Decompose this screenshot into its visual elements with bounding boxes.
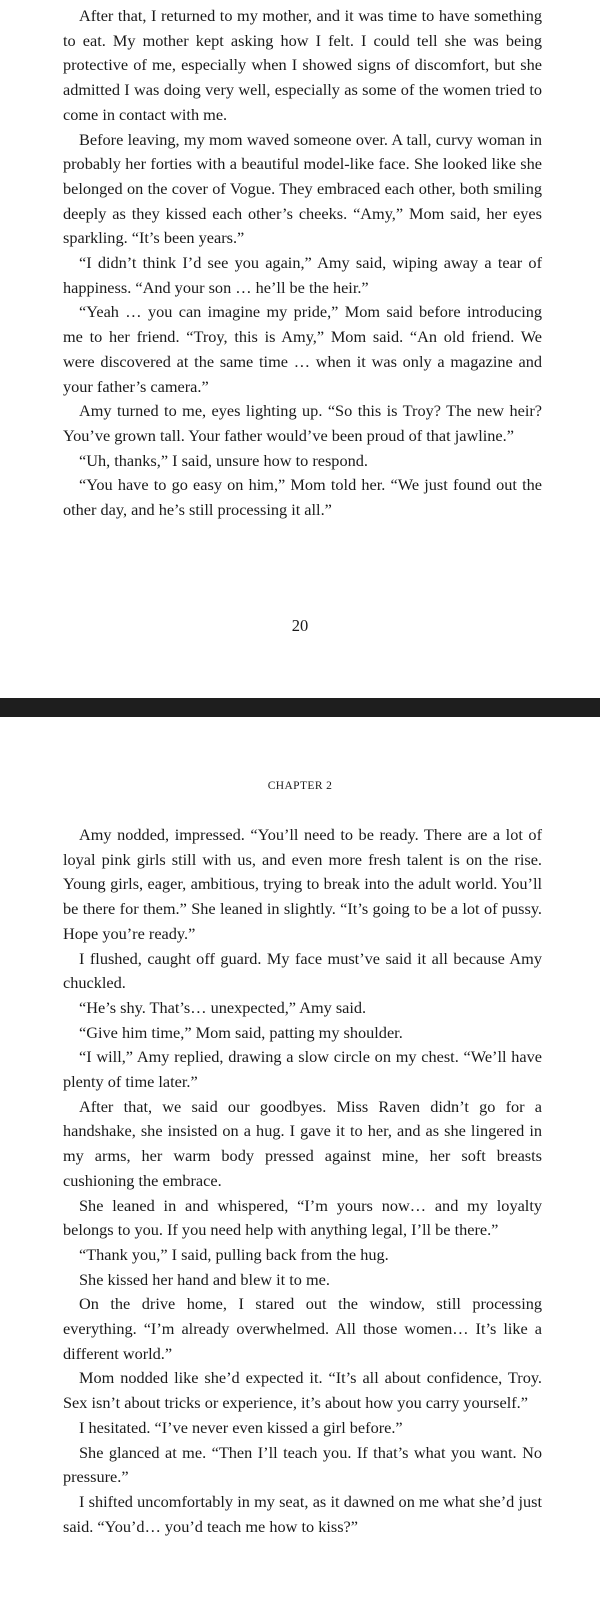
paragraph: “Give him time,” Mom said, patting my shoulder. (79, 1022, 403, 1042)
paragraph: “Yeah … you can imagine my pride,” Mom said before introducing me to her friend. “Troy, this is Amy,” Mom said. “An old friend. We were discovered at the same time … when it was only a magazine and your father’s camera.” (63, 302, 542, 396)
paragraph: I flushed, caught off guard. My face must’ve said it all because Amy chuckled. (63, 948, 542, 993)
paragraph: Amy nodded, impressed. “You’ll need to be ready. There are a lot of loyal pink girls still with us, and even more fresh talent is on the rise. Young girls, eager, ambitious, trying to break into the adult world. You’ll be there for them.” She leaned in slightly. “It’s going to be a lot of pussy. Hope you’re ready.” (63, 825, 542, 943)
paragraph: Before leaving, my mom waved someone over. A tall, curvy woman in probably her forties with a beautiful model-like face. She looked like she belonged on the cover of Vogue. They embraced each other, both smiling deeply as they kissed each other’s cheeks. “Amy,” Mom said, her eyes sparkling. “It’s been years.” (63, 129, 542, 248)
paragraph: After that, we said our goodbyes. Miss Raven didn’t go for a handshake, she insisted on a hug. I gave it to her, and as she lingered in my arms, her warm body pressed against mine, her soft breasts cushioning the embrace. (63, 1096, 542, 1190)
page-body-text (63, 823, 542, 1539)
chapter-heading: CHAPTER 2 (267, 780, 333, 792)
page-divider (0, 698, 600, 717)
paragraph: “I didn’t think I’d see you again,” Amy said, wiping away a tear of happiness. “And your son … he’ll be the heir.” (63, 253, 542, 297)
paragraph: “You have to go easy on him,” Mom told her. “We just found out the other day, and he’s still processing it all.” (63, 475, 542, 520)
page-number: 20 (291, 616, 309, 635)
paragraph: After that, I returned to my mother, and it was time to have something to eat. My mother kept asking how I felt. I could tell she was being protective of me, especially when I showed signs of discomfort, but she admitted I was doing very well, especially as some of the women tried to come in contact with me. (63, 6, 542, 124)
paragraph: She glanced at me. “Then I’ll teach you. If that’s what you want. No pressure.” (63, 1442, 542, 1487)
paragraph: I hesitated. “I’ve never even kissed a girl before.” (79, 1417, 403, 1437)
book-page-top (0, 0, 600, 698)
paragraph: Amy turned to me, eyes lighting up. “So this is Troy? The new heir? You’ve grown tall. Your father would’ve been proud of that jawline.” (63, 401, 542, 445)
paragraph: “He’s shy. That’s… unexpected,” Amy said. (79, 997, 367, 1017)
book-page-bottom (0, 717, 600, 1601)
paragraph: “I will,” Amy replied, drawing a slow circle on my chest. “We’ll have plenty of time later.” (63, 1047, 542, 1092)
paragraph: “Uh, thanks,” I said, unsure how to respond. (79, 450, 368, 470)
paragraph: On the drive home, I stared out the window, still processing everything. “I’m already overwhelmed. All those women… It’s like a different world.” (63, 1294, 542, 1363)
page-body-text (63, 4, 542, 523)
paragraph: She leaned in and whispered, “I’m yours now… and my loyalty belongs to you. If you need help with anything legal, I’ll be there.” (63, 1195, 542, 1240)
paragraph: I shifted uncomfortably in my seat, as it dawned on me what she’d just said. “You’d… you’d teach me how to kiss?” (63, 1491, 542, 1536)
paragraph: “Thank you,” I said, pulling back from the hug. (79, 1244, 389, 1264)
paragraph: Mom nodded like she’d expected it. “It’s all about confidence, Troy. Sex isn’t about tricks or experience, it’s about how you carry yourself.” (63, 1368, 542, 1413)
paragraph: She kissed her hand and blew it to me. (79, 1269, 330, 1289)
